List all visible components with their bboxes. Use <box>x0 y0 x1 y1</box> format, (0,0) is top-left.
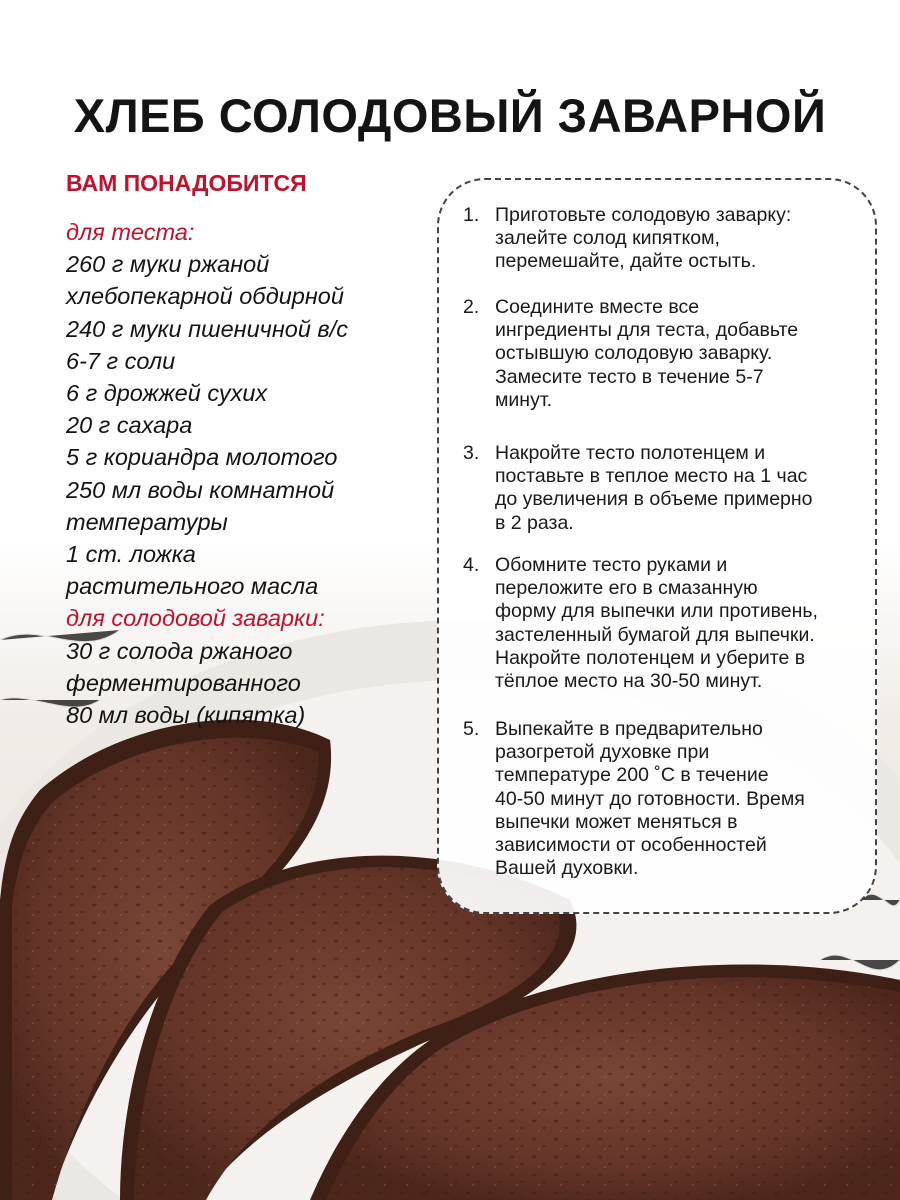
ingredient-item: 20 г сахара <box>66 412 193 439</box>
step-3 <box>463 442 863 535</box>
step-text: Соедините вместе все ингредиенты для теста, добавьте остывшую солодовую заварку. Замесите тесто в течение 5-7 минут. <box>495 296 799 411</box>
step-text: Приготовьте солодовую заварку: залейте солод кипятком, перемешайте, дайте остыть. <box>495 204 792 273</box>
step-5 <box>463 718 863 880</box>
ingredient-item: 6 г дрожжей сухих <box>66 380 268 407</box>
ingredient-item: 6-7 г соли <box>66 347 176 374</box>
ingredient-item: растительного масла <box>66 573 319 600</box>
ingredient-item: 30 г солода ржаного <box>66 637 293 664</box>
steps-card <box>437 178 877 914</box>
step-2 <box>463 296 863 412</box>
step-text: Накройте тесто полотенцем и поставьте в теплое место на 1 час до увеличения в объеме примерно в 2 раза. <box>495 442 813 534</box>
ingredient-item: температуры <box>66 508 228 535</box>
brew-heading: для солодовой заварки: <box>66 605 325 632</box>
step-number: 5. <box>463 718 480 740</box>
step-4 <box>463 554 863 693</box>
ingredient-item: 80 мл воды (кипятка) <box>66 702 306 729</box>
step-1 <box>463 204 863 274</box>
step-number: 1. <box>463 204 480 226</box>
step-text: Выпекайте в предварительно разогретой духовке при температуре 200 ˚С в течение 40-50 минут до готовности. Время выпечки может меняться в зависимости от особенностей Вашей духовки. <box>495 718 805 880</box>
ingredients-list <box>66 216 446 731</box>
step-text: Обомните тесто руками и переложите его в смазанную форму для выпечки или противень, застеленный бумагой для выпечки. Накройте полотенцем и уберите в тёплое место на 30-50 минут. <box>495 554 818 693</box>
ingredient-item: 5 г кориандра молотого <box>66 444 338 471</box>
ingredient-item: 1 ст. ложка <box>66 541 196 568</box>
step-number: 4. <box>463 554 480 576</box>
step-number: 3. <box>463 442 480 464</box>
ingredients-heading: ВАМ ПОНАДОБИТСЯ <box>66 170 307 196</box>
ingredient-item: 240 г муки пшеничной в/с <box>66 315 348 342</box>
ingredient-item: ферментированного <box>66 669 301 696</box>
recipe-title: ХЛЕБ СОЛОДОВЫЙ ЗАВАРНОЙ <box>73 89 827 142</box>
step-number: 2. <box>463 296 480 318</box>
dough-heading: для теста: <box>66 219 195 245</box>
ingredient-item: 260 г муки ржаной <box>66 251 270 278</box>
ingredient-item: 250 мл воды комнатной <box>66 476 335 503</box>
ingredient-item: хлебопекарной обдирной <box>66 283 344 310</box>
